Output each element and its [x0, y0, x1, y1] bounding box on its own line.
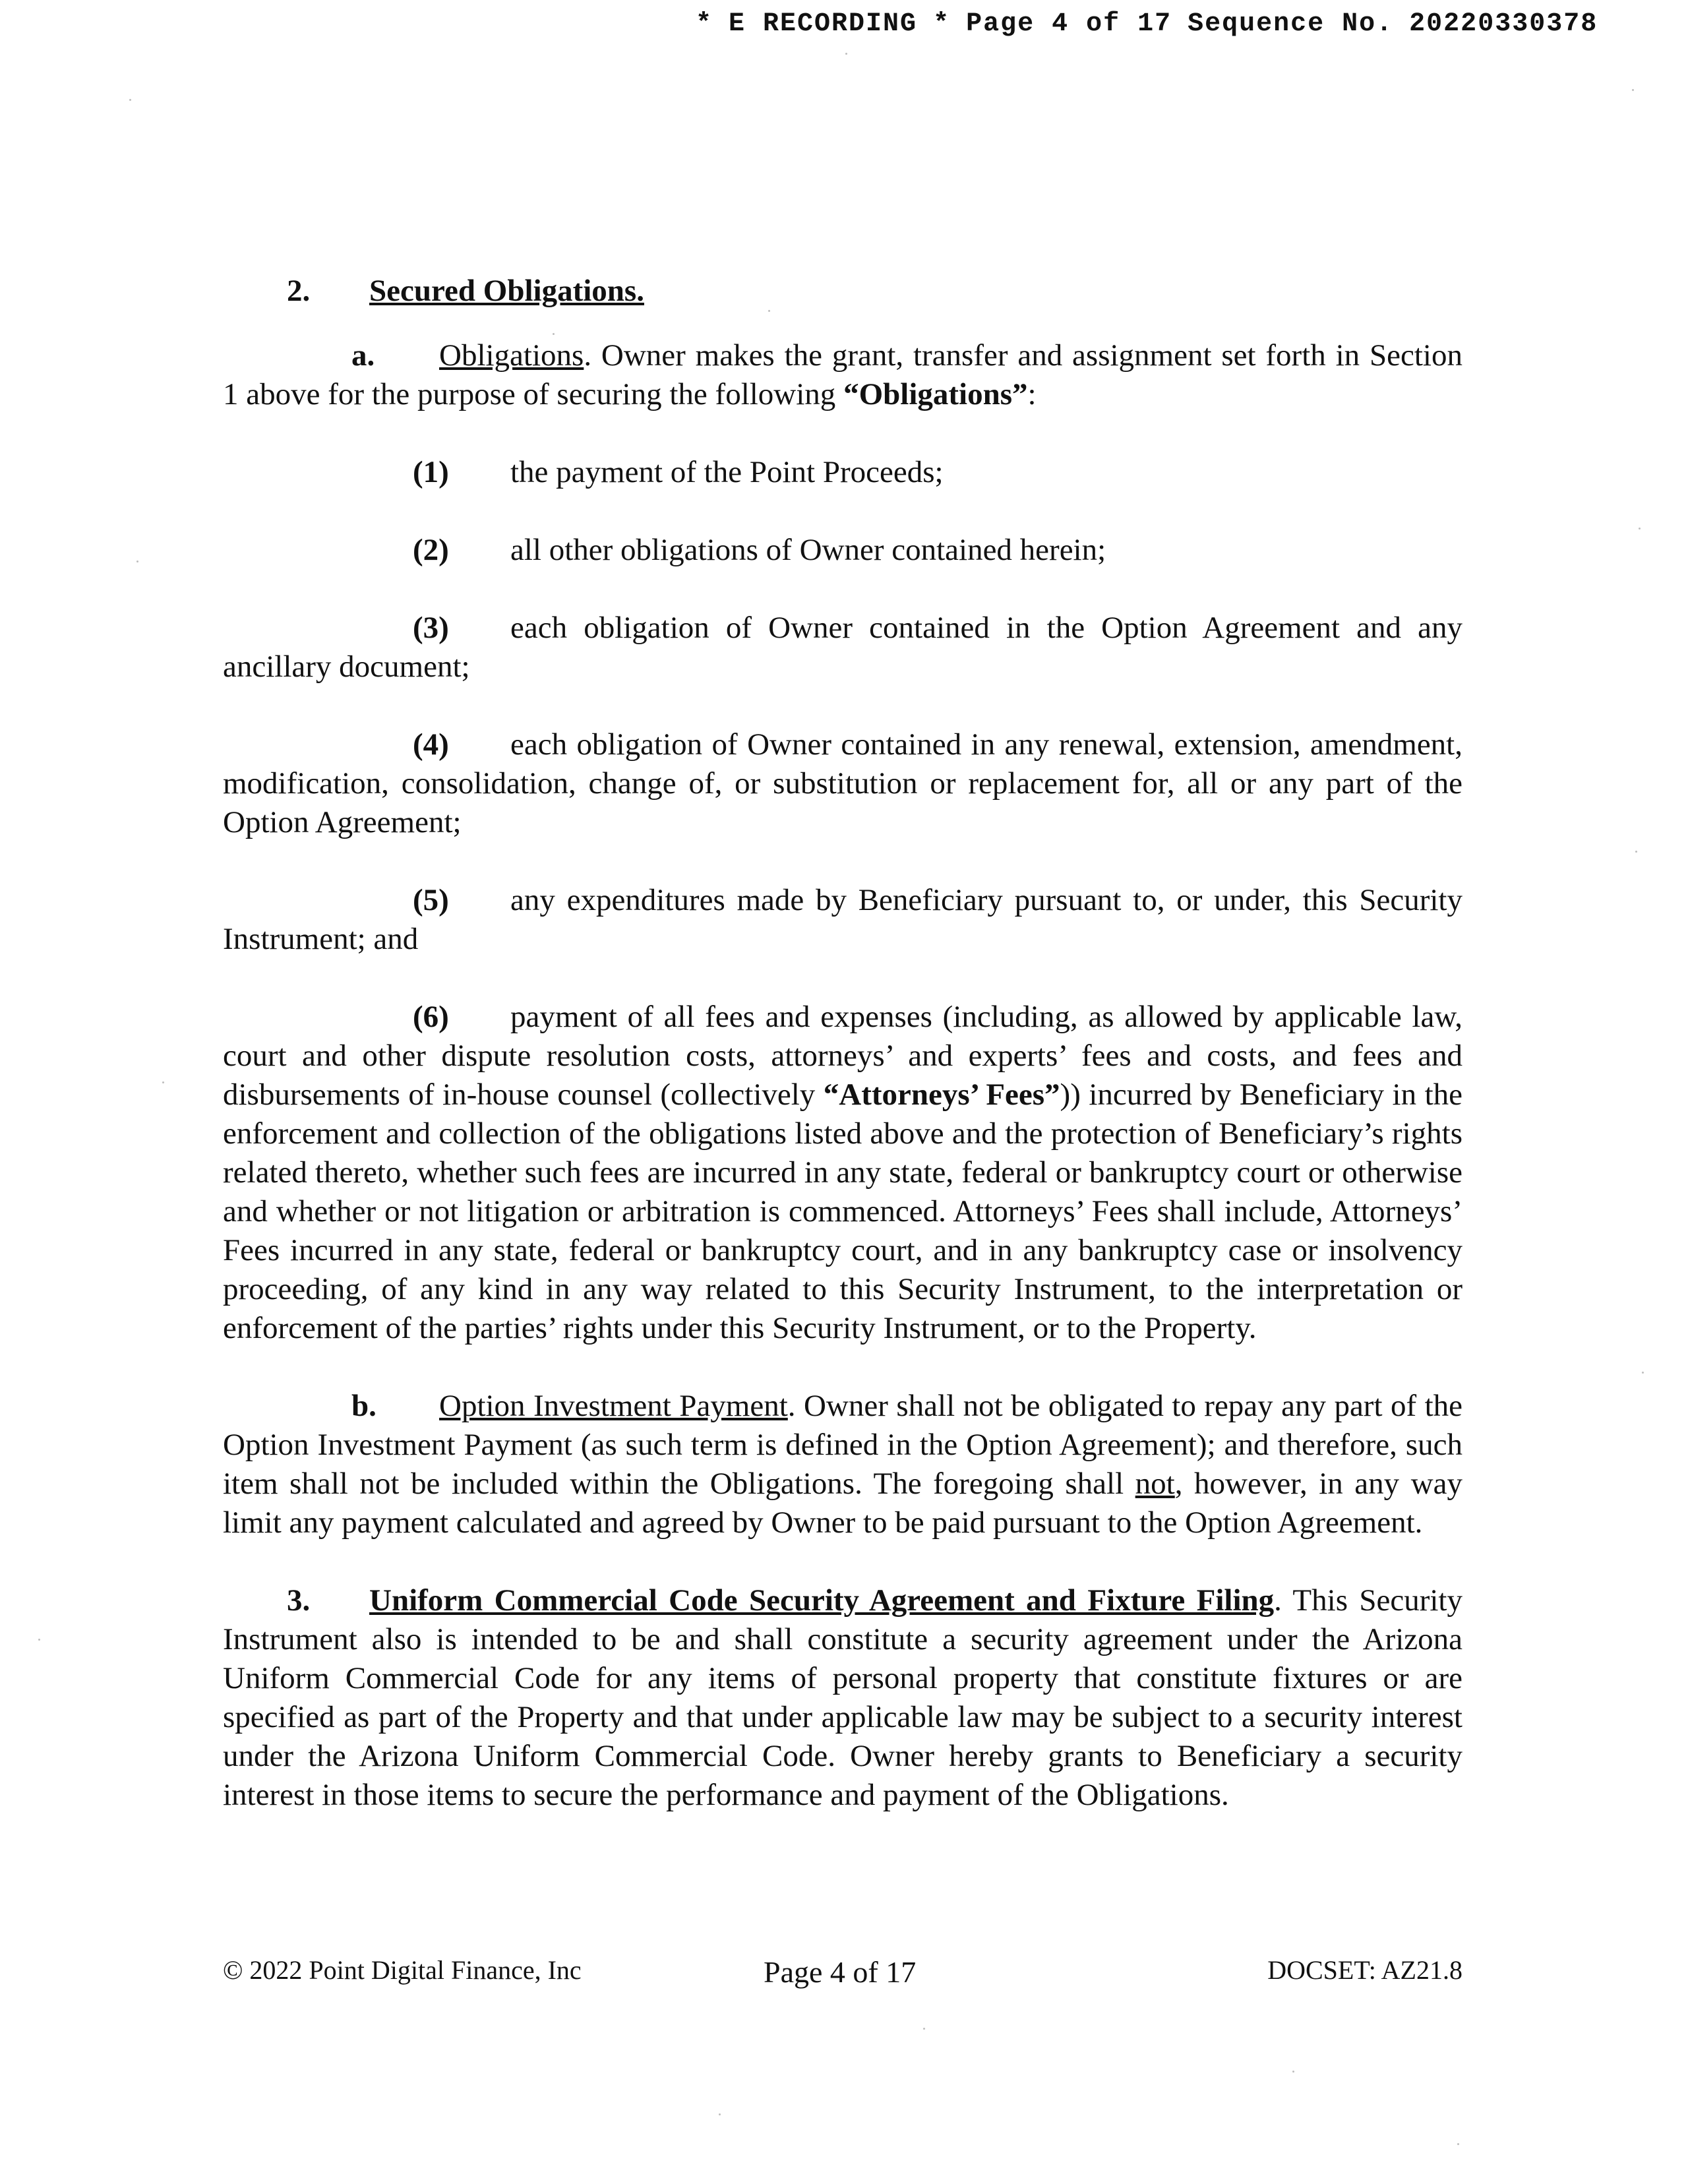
item-number: (2) — [413, 533, 449, 567]
stamp-sequence-number: 20220330378 — [1409, 9, 1598, 39]
subsection-title: Obligations — [439, 338, 584, 373]
scan-speck — [845, 53, 847, 55]
section-number: 3. — [287, 1583, 311, 1618]
scan-speck — [553, 333, 555, 335]
scan-speck — [129, 99, 131, 101]
subsection-text: . Owner makes the grant, transfer and assignment set forth in Section 1 above for the purpose of securing the following — [223, 338, 1462, 411]
page-footer — [223, 1955, 1462, 1989]
stamp-sequence-label: Sequence No. — [1188, 9, 1394, 39]
item-text: all other obligations of Owner contained herein; — [510, 533, 1106, 567]
scan-speck — [768, 310, 770, 312]
defined-term: “Obligations” — [843, 377, 1028, 411]
stamp-star: * — [933, 9, 951, 39]
subsection-title: Option Investment Payment — [439, 1389, 788, 1423]
section-title: Uniform Commercial Code Security Agreement and Fixture Filing — [369, 1583, 1275, 1618]
section-3 — [223, 1581, 1462, 1815]
item-text: )) incurred by Beneficiary in the enforcement and collection of the obligations listed above and the protection of Beneficiary’s rights related thereto, whether such fees are incurred in any state, federal or bankruptcy court or otherwise and whether or not litigation or arbitration is commenced. Attorneys’ Fees shall include, Attorneys’ Fees incurred in any state, federal or bankruptcy court, and in any bankruptcy case or insolvency proceeding, of any kind in any way related to this Security Instrument, to the interpretation or enforcement of the parties’ rights under this Security Instrument, or to the Property. — [223, 1077, 1463, 1345]
item-text: each obligation of Owner contained in any renewal, extension, amendment, modification, consolidation, change of, or substitution or replacement for, all or any part of the Option Agreement; — [223, 727, 1462, 839]
obligation-item — [223, 998, 1462, 1348]
obligation-item — [223, 725, 1462, 842]
section-title: Secured Obligations. — [369, 274, 644, 308]
defined-term: “Attorneys’ Fees” — [823, 1077, 1060, 1112]
obligation-item — [223, 531, 1462, 570]
obligation-item — [223, 881, 1462, 959]
scan-speck — [923, 2028, 925, 2030]
document-body — [223, 272, 1462, 1854]
section-2-heading — [223, 272, 1462, 311]
item-text: payment of all fees and expenses (including, as allowed by applicable law, court and other dispute resolution costs, attorneys’ and experts’ fees and costs, and fees and disbursements of in-house counsel (collectively — [223, 1000, 1462, 1112]
item-number: (4) — [413, 727, 449, 762]
item-text: each obligation of Owner contained in the Option Agreement and any ancillary document; — [223, 611, 1462, 684]
section-number: 2. — [287, 274, 311, 308]
item-number: (3) — [413, 611, 449, 645]
subsection-a — [223, 336, 1462, 414]
scan-speck — [38, 1639, 40, 1641]
subsection-b — [223, 1387, 1462, 1542]
footer-page-number: Page 4 of 17 — [764, 1955, 917, 1989]
obligation-item — [223, 453, 1462, 492]
footer-docset: DOCSET: AZ21.8 — [1267, 1955, 1462, 1985]
stamp-page: Page 4 of 17 — [966, 9, 1172, 39]
item-text: the payment of the Point Proceeds; — [510, 455, 944, 489]
subsection-letter: b. — [351, 1389, 377, 1423]
scan-speck — [1642, 1372, 1644, 1374]
scan-speck — [1639, 528, 1641, 530]
section-text: . This Security Instrument also is intended to be and shall constitute a security agreement under the Arizona Uniform Commercial Code for any items of personal property that constitute fixtures or are specified as part of the Property and that under applicable law may be subject to a security interest under the Arizona Uniform Commercial Code. Owner hereby grants to Beneficiary a security interest in those items to secure the performance and payment of the Obligations. — [223, 1583, 1462, 1812]
item-number: (1) — [413, 455, 449, 489]
emphasis: not — [1135, 1467, 1175, 1501]
scan-speck — [1292, 2071, 1294, 2073]
scan-speck — [719, 2113, 721, 2115]
stamp-star: * — [696, 9, 713, 39]
scan-speck — [1457, 2143, 1459, 2145]
footer-copyright: © 2022 Point Digital Finance, Inc — [223, 1955, 582, 1985]
subsection-text: : — [1027, 377, 1037, 411]
item-number: (5) — [413, 883, 449, 917]
item-number: (6) — [413, 1000, 449, 1034]
scan-speck — [1635, 851, 1637, 853]
subsection-text: , however, in any way limit any payment calculated and agreed by Owner to be paid pursuant to the Option Agreement. — [223, 1467, 1462, 1540]
obligation-item — [223, 609, 1462, 686]
scan-speck — [136, 561, 138, 562]
scan-speck — [1632, 89, 1634, 91]
scan-speck — [162, 1081, 164, 1083]
item-text: any expenditures made by Beneficiary pursuant to, or under, this Security Instrument; and — [223, 883, 1462, 956]
subsection-text: . Owner shall not be obligated to repay any part of the Option Investment Payment (as such term is defined in the Option Agreement); and therefore, such item shall not be included within the Obligations. The foregoing shall — [223, 1389, 1462, 1501]
recording-stamp — [696, 9, 1598, 39]
subsection-letter: a. — [351, 338, 375, 373]
stamp-label: E RECORDING — [729, 9, 918, 39]
